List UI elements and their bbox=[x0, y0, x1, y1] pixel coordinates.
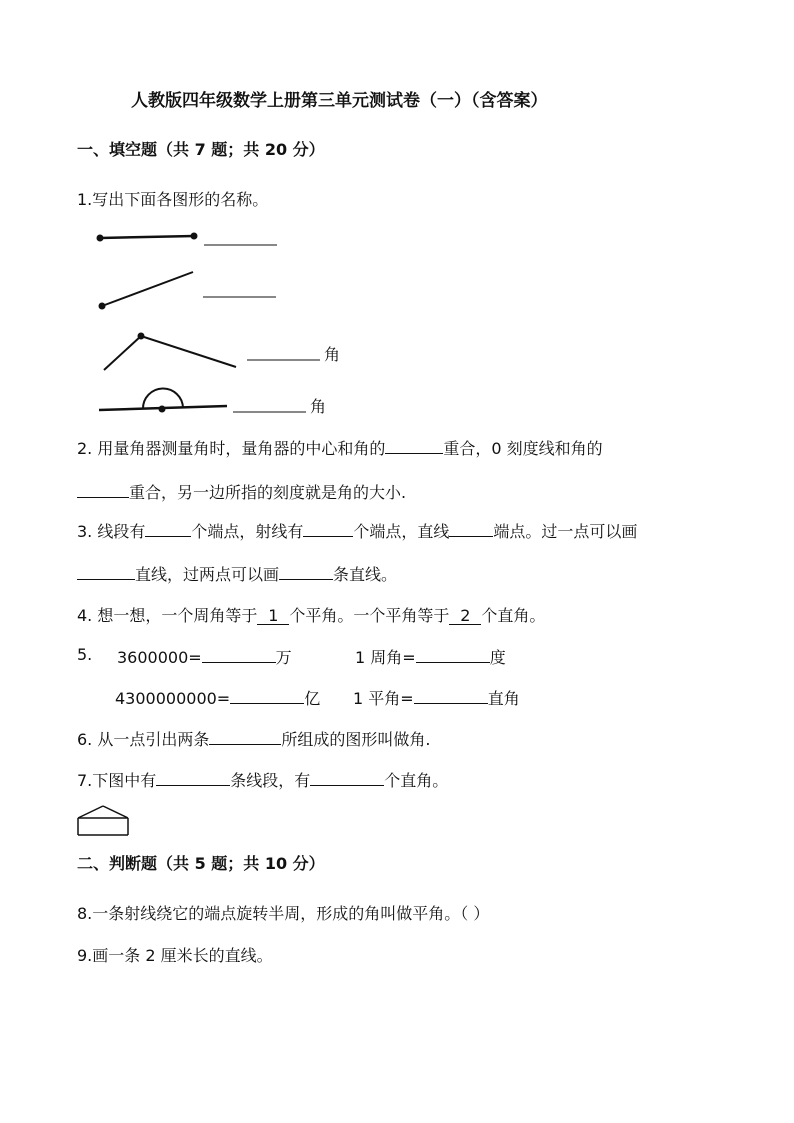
answer-blank-3c[interactable] bbox=[449, 519, 493, 537]
line-segment-figure bbox=[97, 233, 198, 242]
answer-blank-7b[interactable] bbox=[310, 768, 384, 786]
question-5-row-1-right: 1 周角= 度 bbox=[355, 645, 506, 668]
question-6: 6. 从一点引出两条 所组成的图形叫做角. bbox=[77, 727, 430, 750]
straight-angle-figure bbox=[99, 388, 227, 412]
question-9: 9.画一条 2 厘米长的直线。 bbox=[77, 946, 273, 965]
angle-label-1: 角 bbox=[324, 345, 341, 364]
question-3-line-1: 3. 线段有 个端点，射线有 个端点，直线 端点。过一点可以画 bbox=[77, 519, 637, 542]
answer-blank-6[interactable] bbox=[209, 727, 281, 745]
question-2-line-2: 重合，另一边所指的刻度就是角的大小. bbox=[77, 480, 406, 503]
question-7: 7.下图中有 条线段，有 个直角。 bbox=[77, 768, 448, 791]
question-3-line-2: 直线，过两点可以画 条直线。 bbox=[77, 562, 397, 585]
answer-blank-2b[interactable] bbox=[77, 480, 129, 498]
question-5-row-2-right: 1 平角= 直角 bbox=[353, 686, 520, 709]
question-5-number: 5. bbox=[77, 645, 93, 664]
angle-figure bbox=[104, 333, 236, 371]
answer-blank-3a[interactable] bbox=[145, 519, 191, 537]
question-4: 4. 想一想，一个周角等于 1 个平角。一个平角等于 2 个直角。 bbox=[77, 606, 546, 625]
answer-blank-5b[interactable] bbox=[416, 645, 490, 663]
page-title: 人教版四年级数学上册第三单元测试卷（一）（含答案） bbox=[131, 91, 548, 111]
answer-blank-5d[interactable] bbox=[414, 686, 488, 704]
question-5-row-1-left: 3600000= 万 bbox=[117, 645, 292, 668]
question-1: 1.写出下面各图形的名称。 bbox=[77, 190, 269, 209]
angle-label-2: 角 bbox=[310, 397, 327, 416]
answer-blank-3d[interactable] bbox=[77, 562, 135, 580]
answer-blank-5a[interactable] bbox=[202, 645, 276, 663]
question-8: 8.一条射线绕它的端点旋转半周，形成的角叫做平角。（ ） bbox=[77, 904, 490, 923]
answer-blank-5c[interactable] bbox=[230, 686, 304, 704]
answer-blank-7a[interactable] bbox=[156, 768, 230, 786]
answer-blank-3e[interactable] bbox=[279, 562, 333, 580]
ray-figure bbox=[99, 272, 194, 310]
answer-4a: 1 bbox=[257, 606, 289, 625]
section-1-heading: 一、填空题（共 7 题；共 20 分） bbox=[77, 140, 325, 159]
question-7-figure bbox=[78, 806, 128, 835]
question-5-row-2-left: 4300000000= 亿 bbox=[115, 686, 320, 709]
question-2-line-1: 2. 用量角器测量角时，量角器的中心和角的 重合，0 刻度线和角的 bbox=[77, 436, 603, 459]
answer-4b: 2 bbox=[449, 606, 481, 625]
answer-blank-2a[interactable] bbox=[385, 436, 443, 454]
section-2-heading: 二、判断题（共 5 题；共 10 分） bbox=[77, 854, 325, 873]
answer-blank-3b[interactable] bbox=[303, 519, 353, 537]
